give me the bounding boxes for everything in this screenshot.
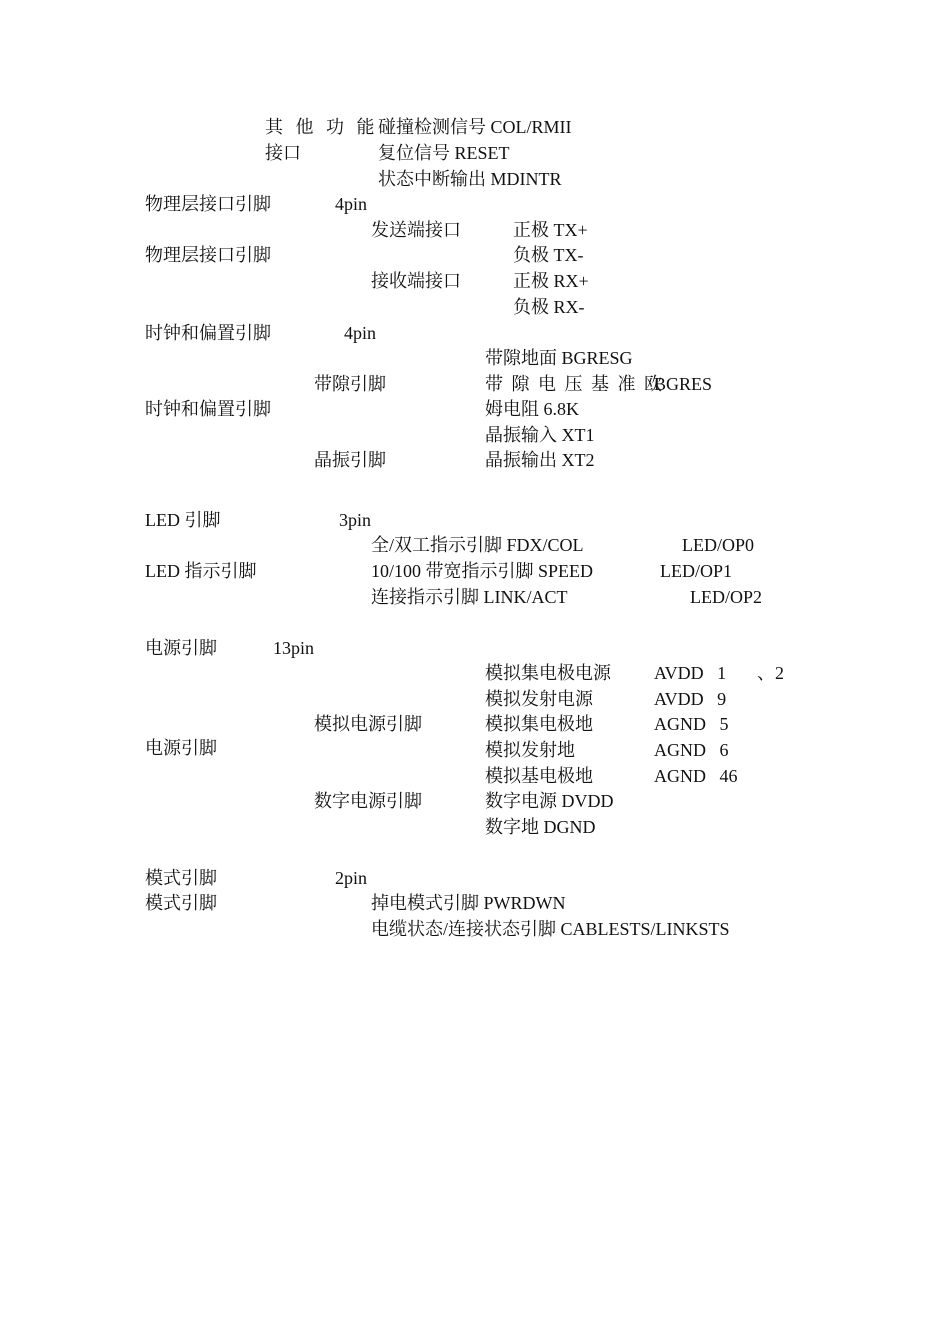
bandgap-ground: 带隙地面 BGRESG xyxy=(485,348,633,368)
led-header: LED 引脚 xyxy=(145,510,221,530)
analog-row-code: AVDD 1 xyxy=(654,663,727,683)
digital-power: 数字电源 DVDD xyxy=(485,791,614,811)
interrupt-output: 状态中断输出 MDINTR xyxy=(378,169,562,189)
crystal-input: 晶振输入 XT1 xyxy=(485,425,595,445)
analog-power-label: 模拟电源引脚 xyxy=(314,714,422,734)
power-group-label: 电源引脚 xyxy=(145,738,217,758)
led-row-code: LED/OP0 xyxy=(682,535,754,555)
other-functions-title-2: 接口 xyxy=(265,143,301,163)
reset-signal: 复位信号 RESET xyxy=(378,143,510,163)
other-functions-title: 其 他 功 能 xyxy=(265,117,379,137)
led-group-label: LED 指示引脚 xyxy=(145,561,257,581)
led-row-name: 全/双工指示引脚 FDX/COL xyxy=(371,535,584,555)
phy-tx-pos: 正极 TX+ xyxy=(513,220,588,240)
mode-group-label: 模式引脚 xyxy=(145,893,217,913)
mode-pin-count: 2pin xyxy=(335,868,368,888)
clock-group-label: 时钟和偏置引脚 xyxy=(145,399,271,419)
phy-pin-count: 4pin xyxy=(335,194,368,214)
analog-row-name: 模拟集电极地 xyxy=(485,714,593,734)
clock-pin-count: 4pin xyxy=(344,323,377,343)
led-row-code: LED/OP2 xyxy=(690,587,762,607)
phy-tx-label: 发送端接口 xyxy=(371,220,461,240)
phy-tx-neg: 负极 TX- xyxy=(513,245,584,265)
phy-rx-pos: 正极 RX+ xyxy=(513,271,589,291)
analog-row-code: AVDD 9 xyxy=(654,689,727,709)
power-header: 电源引脚 xyxy=(145,638,217,658)
crystal-label: 晶振引脚 xyxy=(314,450,386,470)
phy-group-label: 物理层接口引脚 xyxy=(145,245,271,265)
digital-power-label: 数字电源引脚 xyxy=(314,791,422,811)
led-row-name: 10/100 带宽指示引脚 SPEED xyxy=(371,561,594,581)
bandgap-label: 带隙引脚 xyxy=(314,374,386,394)
led-pin-count: 3pin xyxy=(339,510,372,530)
analog-row-name: 模拟发射电源 xyxy=(485,689,593,709)
bandgap-voltage: 带 隙 电 压 基 准 欧 xyxy=(485,374,664,394)
phy-rx-neg: 负极 RX- xyxy=(513,297,585,317)
mode-row: 电缆状态/连接状态引脚 CABLESTS/LINKSTS xyxy=(371,919,730,939)
led-row-code: LED/OP1 xyxy=(660,561,732,581)
led-row-name: 连接指示引脚 LINK/ACT xyxy=(371,587,568,607)
collision-signal: 碰撞检测信号 COL/RMII xyxy=(378,117,572,137)
power-pin-count: 13pin xyxy=(273,638,315,658)
mode-header: 模式引脚 xyxy=(145,868,217,888)
clock-header: 时钟和偏置引脚 xyxy=(145,323,271,343)
analog-row-name: 模拟基电极地 xyxy=(485,766,593,786)
resistor-value: 姆电阻 6.8K xyxy=(485,399,579,419)
analog-row-code: AGND 6 xyxy=(654,740,729,760)
mode-row: 掉电模式引脚 PWRDWN xyxy=(371,893,566,913)
bandgap-voltage-code: BGRES xyxy=(654,374,713,394)
analog-row-name: 模拟发射地 xyxy=(485,740,575,760)
phy-header: 物理层接口引脚 xyxy=(145,194,271,214)
crystal-output: 晶振输出 XT2 xyxy=(485,450,595,470)
analog-row-name: 模拟集电极电源 xyxy=(485,663,611,683)
analog-row-code: AGND 46 xyxy=(654,766,738,786)
analog-row-extra: 、2 xyxy=(757,663,784,683)
digital-ground: 数字地 DGND xyxy=(485,817,596,837)
phy-rx-label: 接收端接口 xyxy=(371,271,461,291)
analog-row-code: AGND 5 xyxy=(654,714,729,734)
